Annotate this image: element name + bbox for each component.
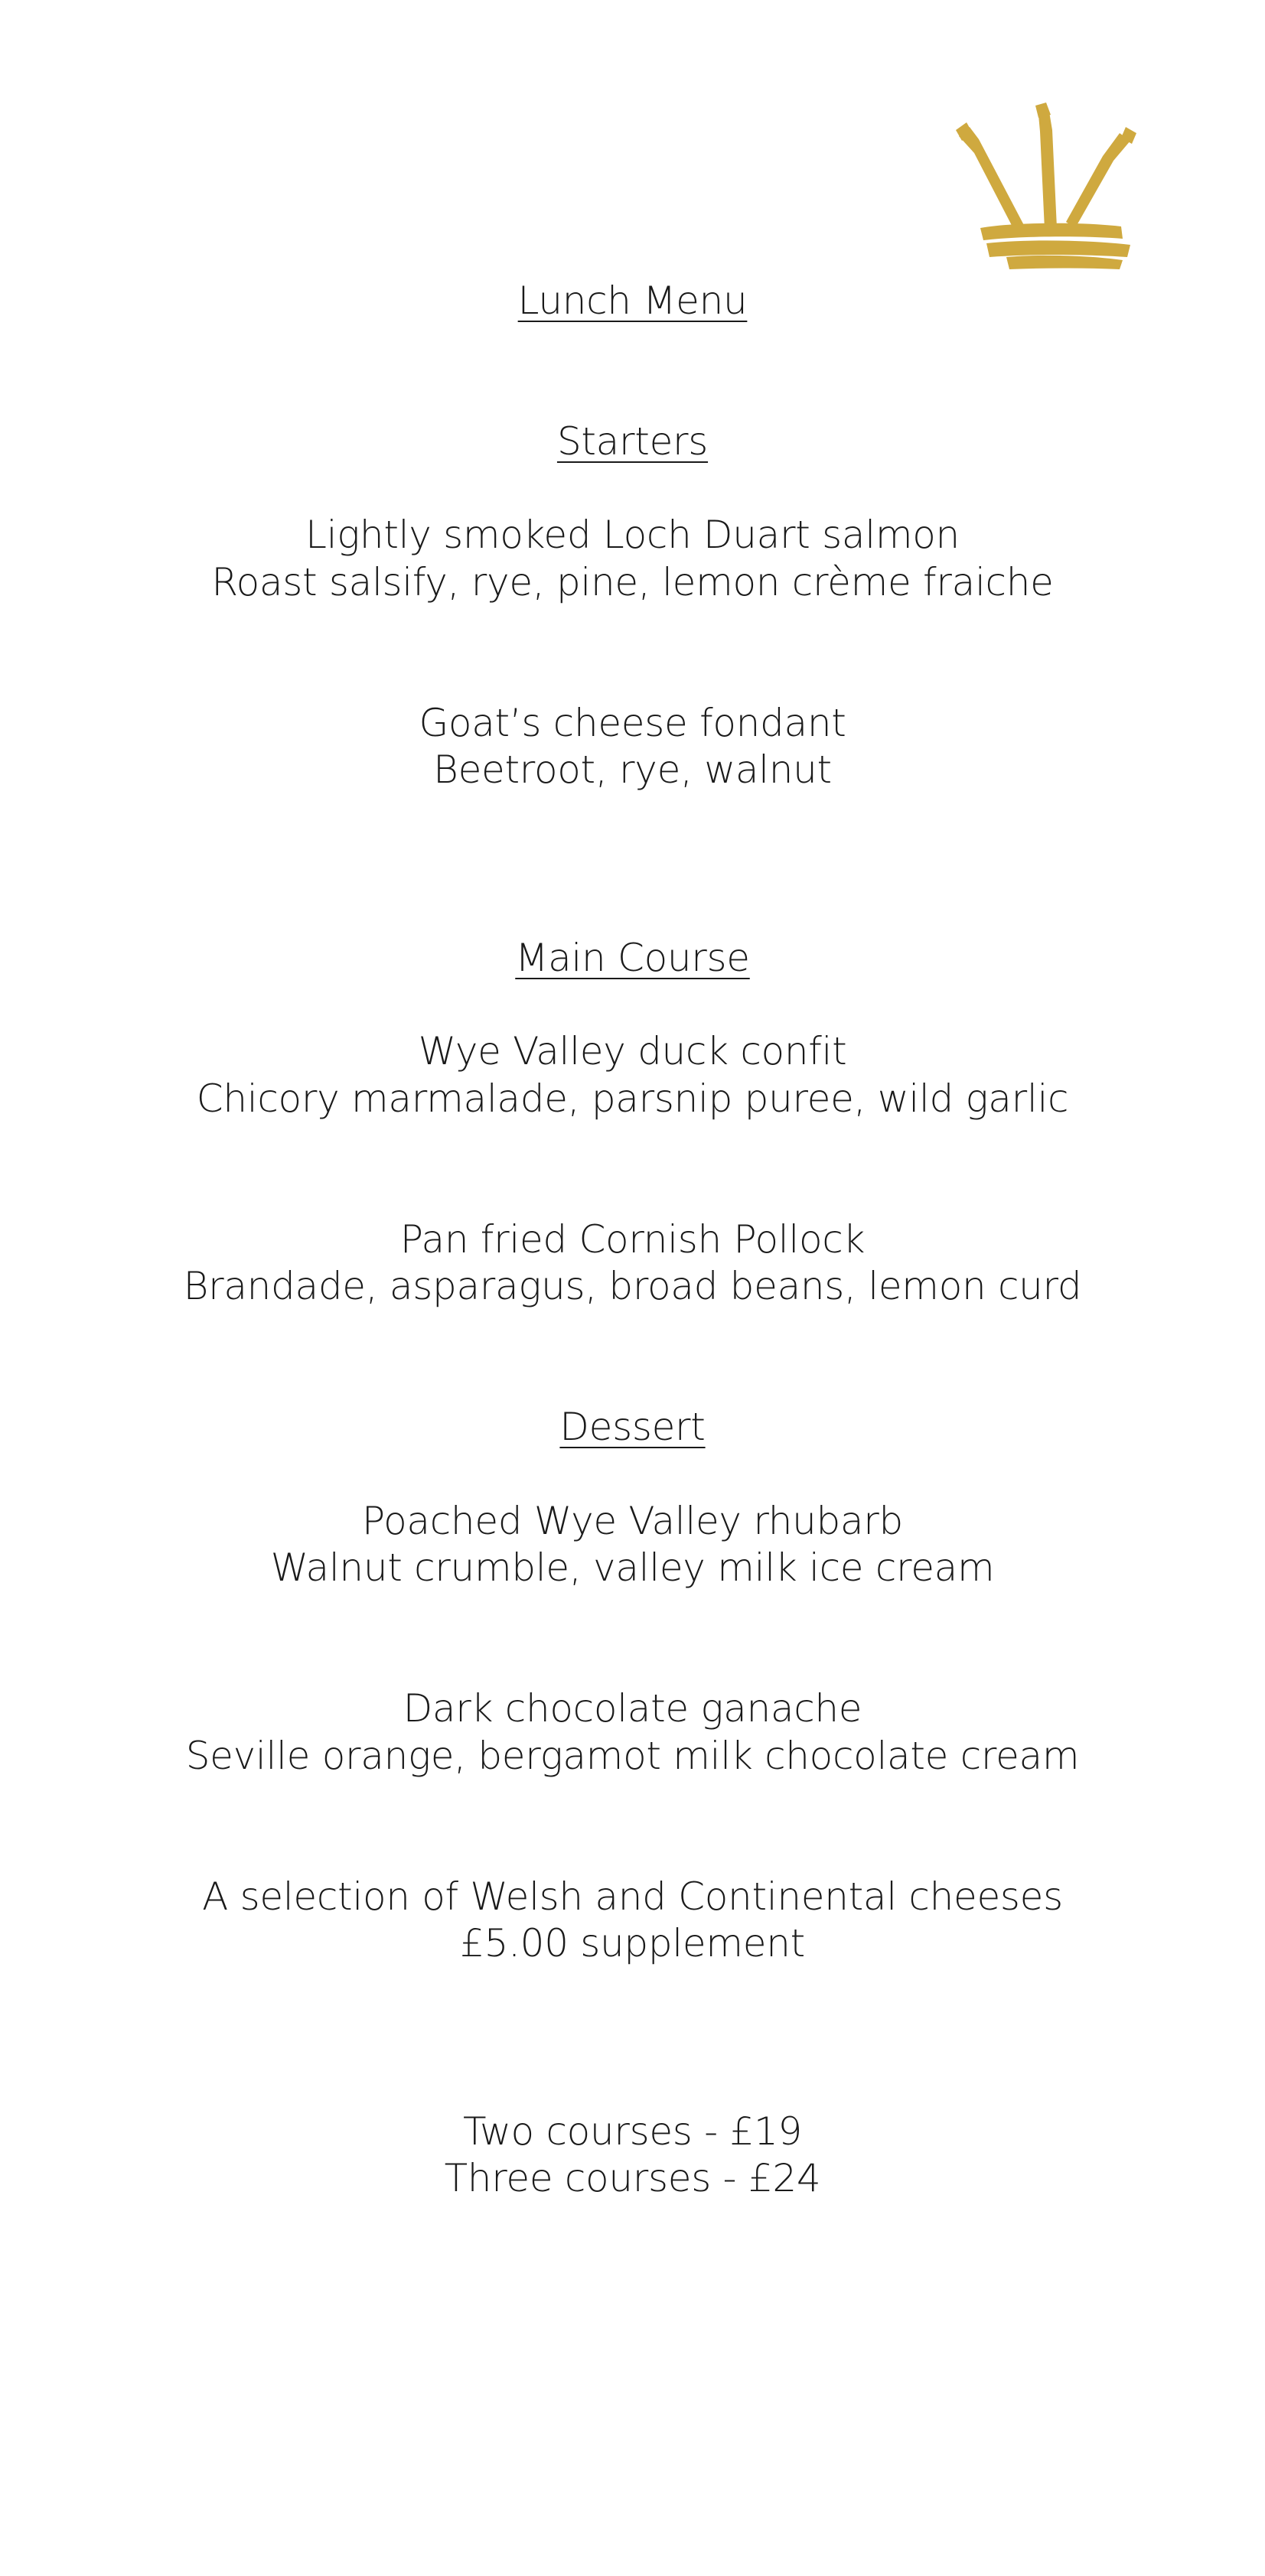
dish-name: Goat’s cheese fondant xyxy=(419,701,846,745)
dish-name: A selection of Welsh and Continental cheeses xyxy=(202,1874,1063,1919)
dish-description: Chicory marmalade, parsnip puree, wild garlic xyxy=(196,1076,1069,1121)
dish-description: £5.00 supplement xyxy=(460,1921,805,1965)
dish-name: Poached Wye Valley rhubarb xyxy=(362,1499,903,1543)
section-heading-main-course: Main Course xyxy=(515,936,750,980)
section-heading-starters: Starters xyxy=(556,419,709,464)
price-three-courses: Three courses - £24 xyxy=(444,2156,821,2200)
dish-description: Brandade, asparagus, broad beans, lemon curd xyxy=(183,1264,1082,1308)
section-heading-dessert: Dessert xyxy=(559,1405,706,1449)
dish-name: Pan fried Cornish Pollock xyxy=(399,1217,866,1262)
price-two-courses: Two courses - £19 xyxy=(463,2109,802,2154)
dish-description: Beetroot, rye, walnut xyxy=(433,747,832,792)
dish-name: Dark chocolate ganache xyxy=(403,1686,862,1731)
dish-description: Seville orange, bergamot milk chocolate cream xyxy=(185,1734,1080,1778)
page-title: Lunch Menu xyxy=(517,278,748,323)
dish-name: Lightly smoked Loch Duart salmon xyxy=(305,513,960,557)
dish-description: Walnut crumble, valley milk ice cream xyxy=(270,1545,995,1590)
dish-description: Roast salsify, rye, pine, lemon crème fraiche xyxy=(211,560,1054,604)
dish-name: Wye Valley duck confit xyxy=(418,1029,847,1073)
